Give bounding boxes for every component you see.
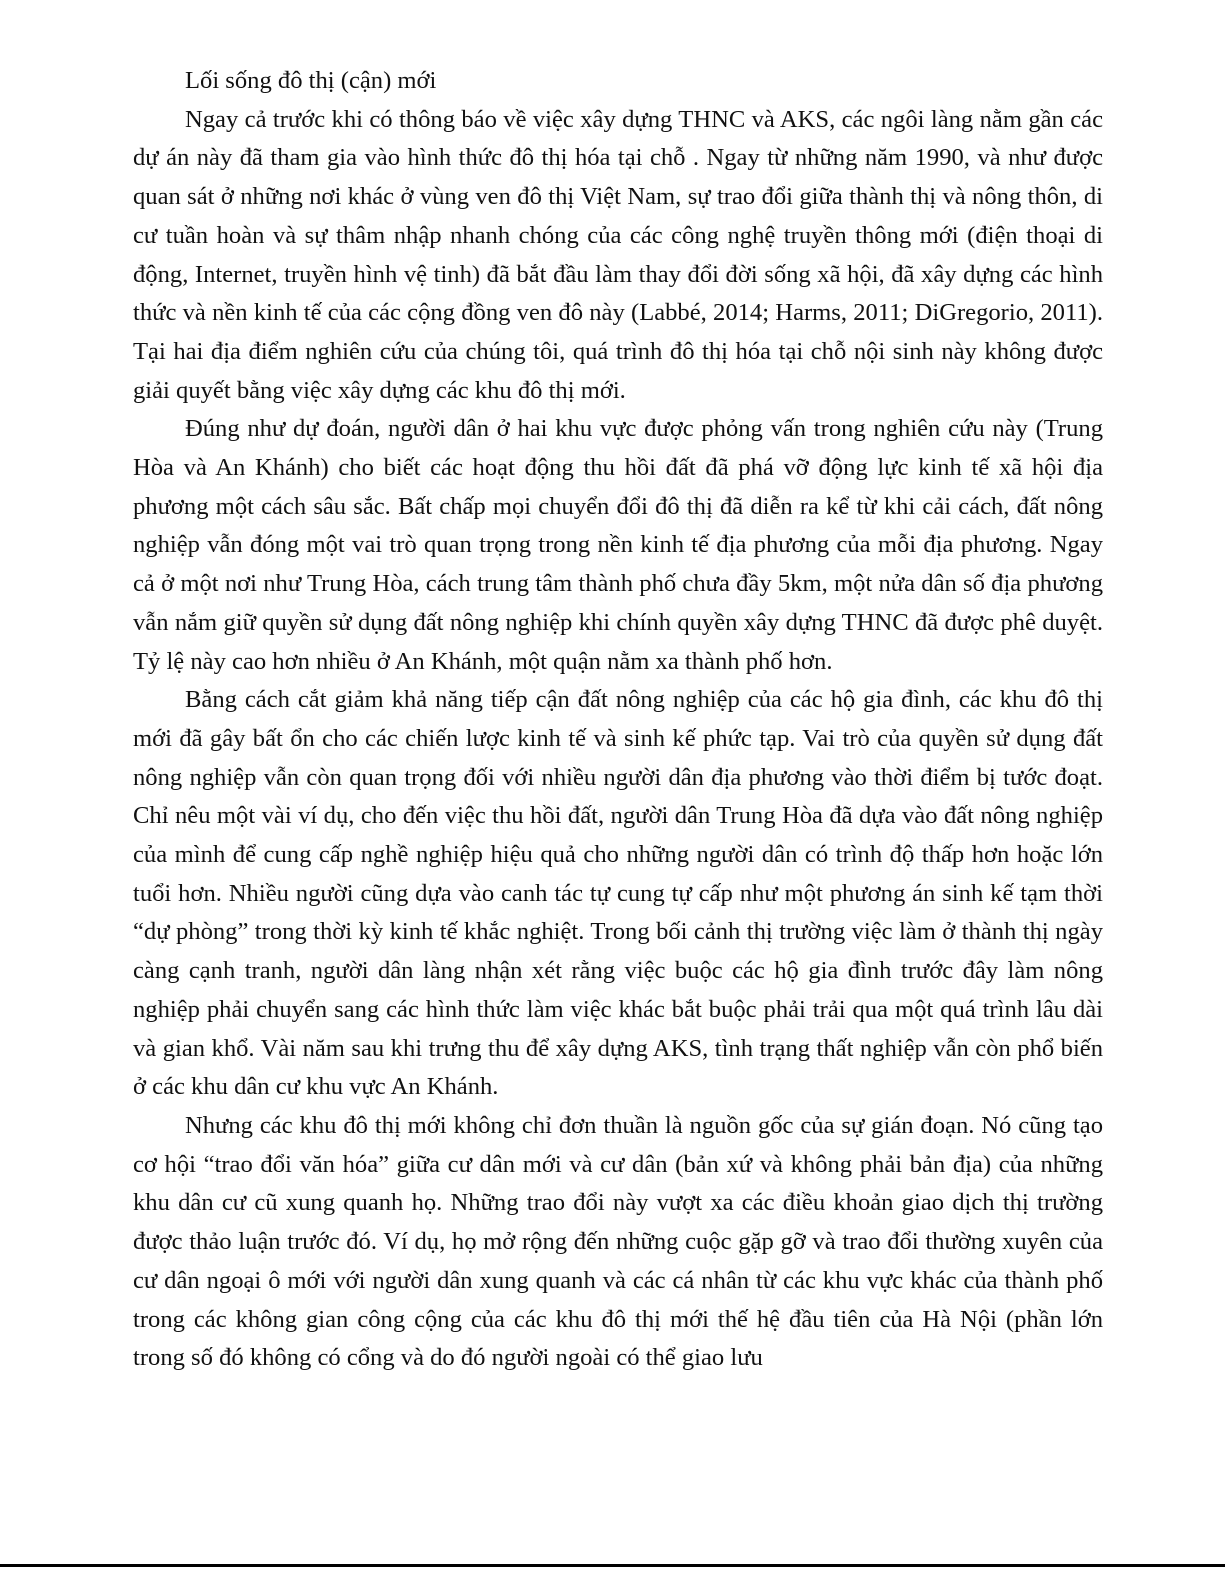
document-page <box>133 62 1103 1378</box>
bottom-divider <box>0 1564 1225 1567</box>
paragraph-2: Đúng như dự đoán, người dân ở hai khu vực được phỏng vấn trong nghiên cứu này (Trung Hòa và An Khánh) cho biết các hoạt động thu hồi đất đã phá vỡ động lực kinh tế xã hội địa phương một cách sâu sắc. Bất chấp mọi chuyển đổi đô thị đã diễn ra kể từ khi cải cách, đất nông nghiệp vẫn đóng một vai trò quan trọng trong nền kinh tế địa phương của mỗi địa phương. Ngay cả ở một nơi như Trung Hòa, cách trung tâm thành phố chưa đầy 5km, một nửa dân số địa phương vẫn nắm giữ quyền sử dụng đất nông nghiệp khi chính quyền xây dựng THNC đã được phê duyệt. Tỷ lệ này cao hơn nhiều ở An Khánh, một quận nằm xa thành phố hơn. <box>133 415 1103 675</box>
paragraph-4: Nhưng các khu đô thị mới không chỉ đơn thuần là nguồn gốc của sự gián đoạn. Nó cũng tạo cơ hội “trao đổi văn hóa” giữa cư dân mới và cư dân (bản xứ và không phải bản địa) của những khu dân cư cũ xung quanh họ. Những trao đổi này vượt xa các điều khoản giao dịch thị trường được thảo luận trước đó. Ví dụ, họ mở rộng đến những cuộc gặp gỡ và trao đổi thường xuyên của cư dân ngoại ô mới với người dân xung quanh và các cá nhân từ các khu vực khác của thành phố trong các không gian công cộng của các khu đô thị mới thế hệ đầu tiên của Hà Nội (phần lớn trong số đó không có cổng và do đó người ngoài có thể giao lưu <box>133 1111 1103 1372</box>
paragraph-3: Bằng cách cắt giảm khả năng tiếp cận đất nông nghiệp của các hộ gia đình, các khu đô thị mới đã gây bất ổn cho các chiến lược kinh tế và sinh kế phức tạp. Vai trò của quyền sử dụng đất nông nghiệp vẫn còn quan trọng đối với nhiều người dân địa phương vào thời điểm bị tước đoạt. Chỉ nêu một vài ví dụ, cho đến việc thu hồi đất, người dân Trung Hòa đã dựa vào đất nông nghiệp của mình để cung cấp nghề nghiệp hiệu quả cho những người dân có trình độ thấp hơn hoặc lớn tuổi hơn. Nhiều người cũng dựa vào canh tác tự cung tự cấp như một phương án sinh kế tạm thời “dự phòng” trong thời kỳ kinh tế khắc nghiệt. Trong bối cảnh thị trường việc làm ở thành thị ngày càng cạnh tranh, người dân làng nhận xét rằng việc buộc các hộ gia đình trước đây làm nông nghiệp phải chuyển sang các hình thức làm việc khác bắt buộc phải trải qua một quá trình lâu dài và gian khổ. Vài năm sau khi trưng thu để xây dựng AKS, tình trạng thất nghiệp vẫn còn phổ biến ở các khu dân cư khu vực An Khánh. <box>133 686 1103 1101</box>
paragraph-1: Ngay cả trước khi có thông báo về việc xây dựng THNC và AKS, các ngôi làng nằm gần các dự án này đã tham gia vào hình thức đô thị hóa tại chỗ . Ngay từ những năm 1990, và như được quan sát ở những nơi khác ở vùng ven đô thị Việt Nam, sự trao đổi giữa thành thị và nông thôn, di cư tuần hoàn và sự thâm nhập nhanh chóng của các công nghệ truyền thông mới (điện thoại di động, Internet, truyền hình vệ tinh) đã bắt đầu làm thay đổi đời sống xã hội, đã xây dựng các hình thức và nền kinh tế của các cộng đồng ven đô này (Labbé, 2014; Harms, 2011; DiGregorio, 2011). Tại hai địa điểm nghiên cứu của chúng tôi, quá trình đô thị hóa tại chỗ nội sinh này không được giải quyết bằng việc xây dựng các khu đô thị mới. <box>133 105 1103 404</box>
section-heading: Lối sống đô thị (cận) mới <box>185 67 437 94</box>
